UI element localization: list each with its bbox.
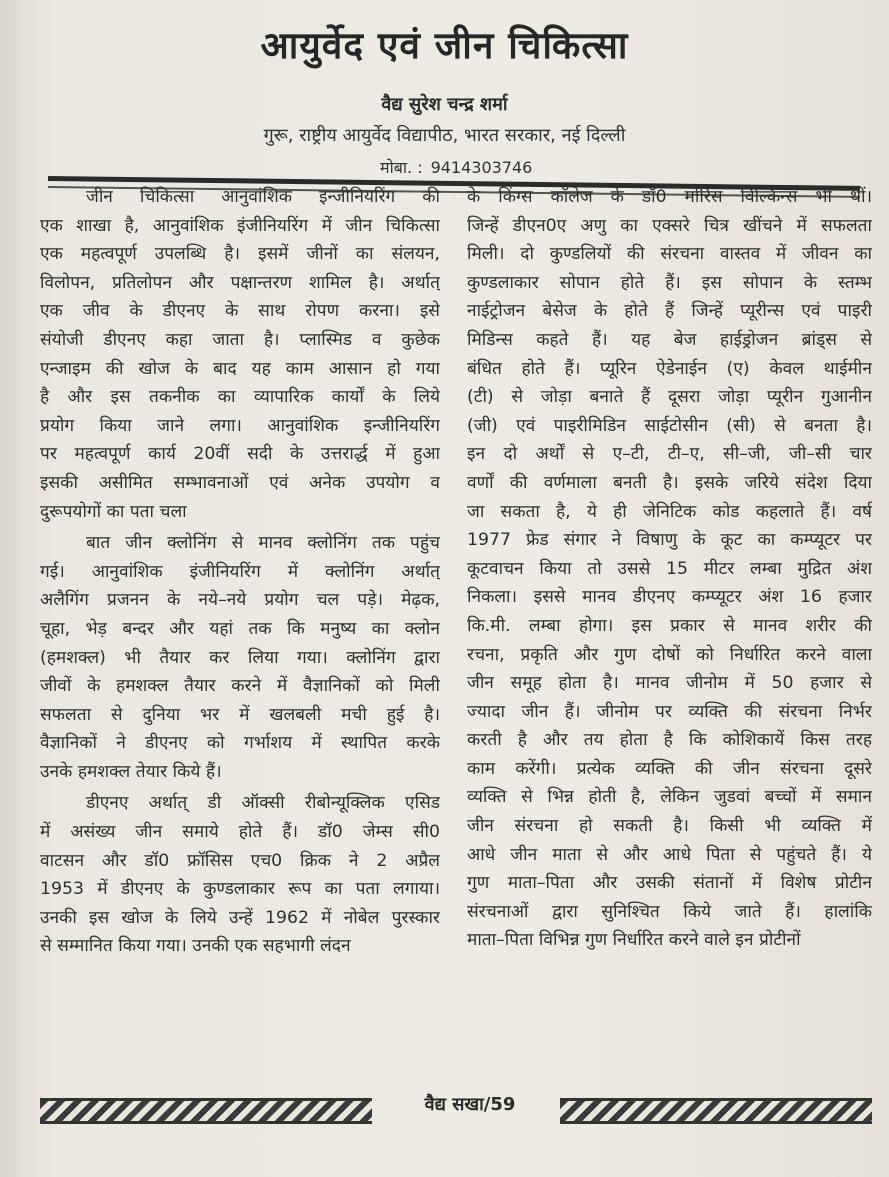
author-name: वैद्य सुरेश चन्द्र शर्मा <box>381 94 508 115</box>
text-line: वाटसन और डॉ0 फ्रॉसिस एच0 क्रिक ने 2 अप्रैल <box>40 850 440 871</box>
text-line: वर्णों की वर्णमाला बनती है। इसके जरिये संदेश दिया <box>467 472 872 493</box>
text-line: के किंग्स कॉलेज के डॉ0 मोरिस विल्किन्स भी थीं। <box>467 187 872 207</box>
text-line: करती है और तय होता है कि कोशिकायें किस तरह <box>467 730 872 751</box>
text-line: जिन्हें डीएन0ए अणु का एक्सरे चित्र खींचने में सफलता <box>467 215 872 236</box>
page-footer <box>40 1088 872 1124</box>
text-line: 1977 फ्रेड संगार ने विषाणु के कूट का कम्प्यूटर पर <box>467 530 872 551</box>
text-line: मिली। दो कुण्डलियों की संरचना वास्तव में जीवन का <box>467 244 872 265</box>
text-line: (हमशक्ल) भी तैयार कर लिया गया। क्लोनिंग द्वारा <box>40 647 440 668</box>
text-line: गई। आनुवांशिक इंजीनियरिंग में क्लोनिंग अर्थात् <box>40 561 440 582</box>
text-line: नाईट्रोजन बेसेज के होते हैं जिन्हें प्यूरीन्स एवं पाइरी <box>467 301 872 322</box>
article-title: आयुर्वेद एवं जीन चिकित्सा <box>260 24 629 67</box>
text-line: काम करेंगी। प्रत्येक व्यक्ति की जीन संरचना दूसरे <box>467 758 872 779</box>
text-line: एन्जाइम की खोज के बाद यह काम आसान हो गया <box>40 358 440 379</box>
text-line: से सम्मानित किया गया। उनकी एक सहभागी लंदन <box>40 936 351 957</box>
page-number-label: वैद्य सखा/59 <box>424 1094 516 1115</box>
text-line: बात जीन क्लोनिंग से मानव क्लोनिंग तक पहुंच <box>86 533 440 554</box>
text-line: पर महत्वपूर्ण कार्य 20वीं सदी के उत्तरार्द्ध में हुआ <box>40 444 440 465</box>
text-line: व्यक्ति से भिन्न होती है, लेकिन जुडवां बच्चों में समान <box>467 787 872 808</box>
text-line: कुण्डलाकार सोपान होते हैं। इस सोपान के स्तम्भ <box>467 272 872 293</box>
author-mobile <box>380 156 532 178</box>
text-line: जा सकता है, ये ही जेनिटिक कोड कहलाते हैं। वर्ष <box>467 501 872 522</box>
text-line: उनके हमशक्ल तेयार किये हैं। <box>40 761 222 782</box>
text-line: गुण माता–पिता और उसकी संतानों में विशेष प्रोटीन <box>467 873 872 894</box>
text-line: अलैगिंग प्रजनन के नये–नये प्रयोग चल पड़े। मेढ़क, <box>40 590 440 611</box>
right-text-column <box>467 183 872 955</box>
text-line: जीवों के हमशक्ल तैयार करने में वैज्ञानिकों को मिली <box>40 676 440 697</box>
text-line: संयोजी डीएनए कहा जाता है। प्लास्मिड व कुछेक <box>40 329 440 350</box>
text-line: दुरूपयोगों का पता चला <box>40 501 187 522</box>
mobile-label: मोबा. : <box>380 158 423 177</box>
text-line: (टी) से जोड़ा बनाते हैं दूसरा जोड़ा प्यूरीन गुआनीन <box>467 387 872 408</box>
text-line: 1953 में डीएनए के कुण्डलाकार रूप का पता लगाया। <box>40 879 440 900</box>
text-line: ज्यादा जीन हैं। जीनोम पर व्यक्ति की संरचना निर्भर <box>467 701 872 722</box>
text-line: एक जीव के डीएनए के साथ रोपण करना। इसे <box>40 301 440 322</box>
text-line: में असंख्य जीन समाये होते हैं। डॉ0 जेम्स सी0 <box>40 822 440 843</box>
text-line: है और इस तकनीक का व्यापारिक कार्यों के लिये <box>40 387 440 408</box>
text-line: जीन समूह होता है। मानव जीनोम में 50 हजार से <box>467 673 872 694</box>
text-line: इसकी असीमित सम्भावनाओं एवं अनेक उपयोग व <box>40 472 440 493</box>
text-line: बंधित होते हैं। प्यूरिन ऐडेनाईन (ए) केवल थाईमीन <box>467 358 872 379</box>
text-line: रचना, प्रकृति और गुण दोषों को निर्धारित करने वाला <box>467 644 872 665</box>
mobile-number: 9414303746 <box>430 158 533 177</box>
text-line: उनकी इस खोज के लिये उन्हें 1962 में नोबेल पुरस्कार <box>40 907 440 928</box>
text-line: एक महत्वपूर्ण उपलब्धि है। इसमें जीनों का संलयन, <box>40 244 440 265</box>
text-line: निकला। इससे मानव डीएनए कम्प्यूटर अंश 16 हजार <box>467 587 872 608</box>
text-line: जीन चिकित्सा आनुवांशिक इन्जीनियरिंग की <box>86 187 440 207</box>
text-line: सफलता से दुनिया भर में खलबली मची हुई है। <box>40 704 440 725</box>
text-line: विलोपन, प्रतिलोपन और पक्षान्तरण शामिल है। अर्थात् <box>40 272 440 293</box>
text-line: कि.मी. लम्बा होगा। इस प्रकार से मानव शरीर की <box>467 615 872 636</box>
text-line: संरचनाओं द्वारा सुनिश्चित किये जाते हैं। हालांकि <box>467 901 872 922</box>
text-line: वैज्ञानिकों ने डीएनए को गर्भाशय में स्थापित करके <box>40 733 440 754</box>
text-line: जीन संरचना हो सकती है। किसी भी व्यक्ति में <box>467 816 872 837</box>
left-text-column <box>40 183 440 961</box>
author-affiliation: गुरू, राष्ट्रीय आयुर्वेद विद्यापीठ, भारत सरकार, नई दिल्ली <box>263 125 626 146</box>
text-line: (जी) एवं पाइरीमिडिन साईटोसीन (सी) से बनता है। <box>467 415 872 436</box>
text-line: एक शाखा है, आनुवांशिक इंजीनियरिंग में जीन चिकित्सा <box>40 215 440 236</box>
footer-border-right <box>560 1098 872 1124</box>
text-line: मिडिन्स कहते हैं। यह बेज हाईड्रोजन ब्रांड्स से <box>467 329 872 350</box>
text-line: प्रयोग किया जाने लगा। आनुवांशिक इन्जीनियरिंग <box>40 415 440 436</box>
text-line: माता–पिता विभिन्न गुण निर्धारित करने वाले इन प्रोटीनों <box>467 930 801 951</box>
text-line: चूहा, भेड़ बन्दर और यहां तक कि मनुष्य का क्लोन <box>40 618 440 639</box>
text-line: कूटवाचन किया तो उससे 15 मीटर लम्बा मुद्रित अंश <box>467 558 872 579</box>
text-line: इन दो अर्थों से ए–टी, टी–ए, सी–जी, जी–सी चार <box>467 444 872 465</box>
text-line: आधे जीन माता से और आधे पिता से पहुंचते हैं। ये <box>467 844 872 865</box>
footer-border-left <box>40 1098 372 1124</box>
text-line: डीएनए अर्थात् डी ऑक्सी रीबोन्यूक्लिक एसिड <box>86 793 440 814</box>
